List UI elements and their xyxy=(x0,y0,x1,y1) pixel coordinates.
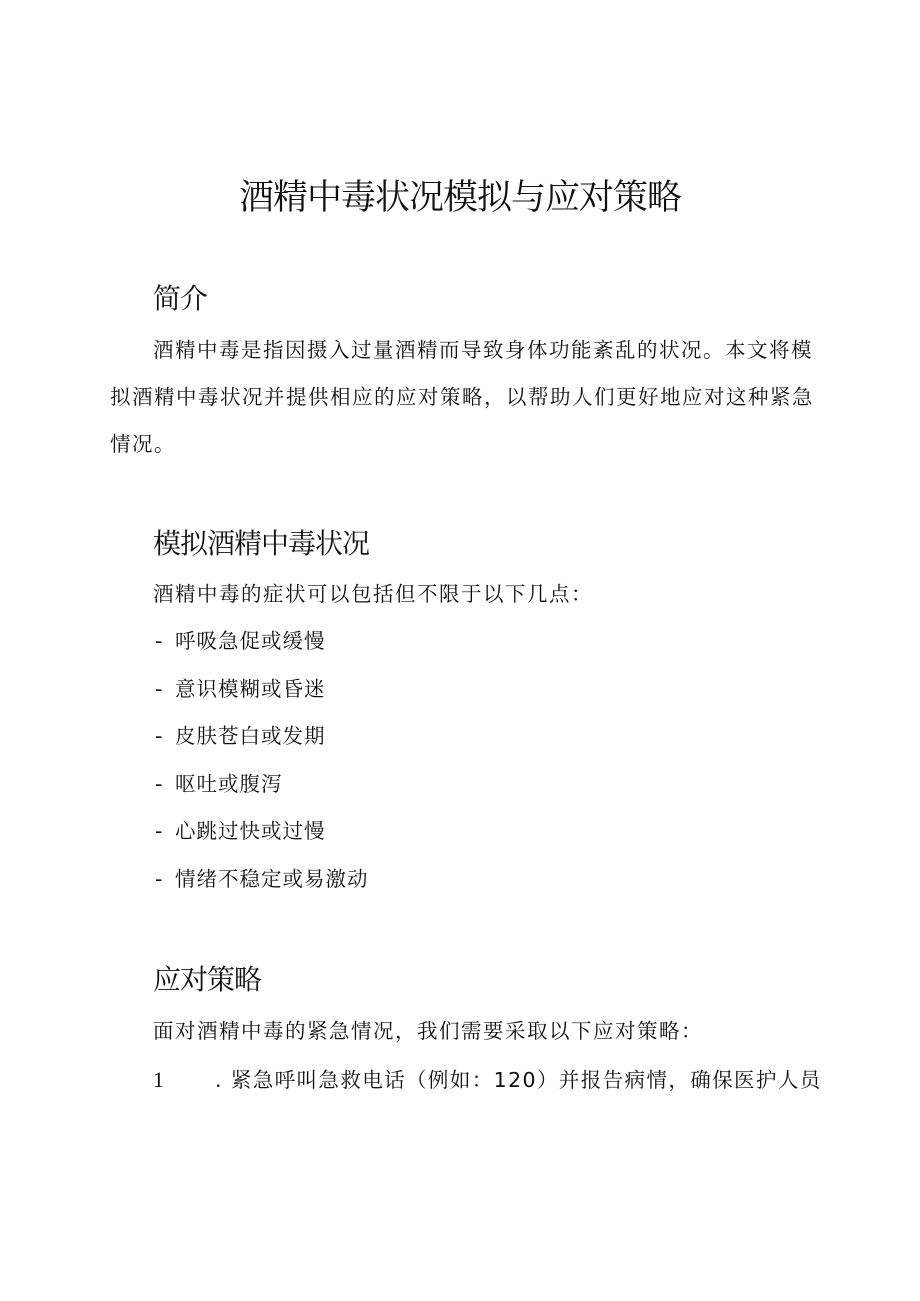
symptom-list-item xyxy=(155,724,326,748)
list-number: 1 xyxy=(153,1067,164,1092)
symptom-list-item xyxy=(155,867,369,891)
bullet-marker: - xyxy=(155,772,164,796)
symptom-text: 皮肤苍白或发期 xyxy=(175,724,326,748)
bullet-marker: - xyxy=(155,867,164,891)
bullet-marker: - xyxy=(155,629,164,653)
symptom-text: 呼吸急促或缓慢 xyxy=(175,629,326,653)
symptom-list-item xyxy=(155,819,326,843)
symptom-text: 情绪不稳定或易激动 xyxy=(175,867,369,891)
intro-paragraph-line-3: 情况。 xyxy=(110,432,176,456)
symptom-list-item xyxy=(155,677,326,701)
bullet-marker: - xyxy=(155,724,164,748)
section-heading-simulation: 模拟酒精中毒状况 xyxy=(153,527,370,560)
symptom-list-item xyxy=(155,629,326,653)
strategy-item-text: . 紧急呼叫急救电话（例如：120）并报告病情，确保医护人员 xyxy=(215,1068,822,1092)
document-title: 酒精中毒状况模拟与应对策略 xyxy=(238,178,681,218)
intro-paragraph-line-1: 酒精中毒是指因摄入过量酒精而导致身体功能紊乱的状况。本文将模 xyxy=(153,338,813,362)
bullet-marker: - xyxy=(155,677,164,701)
symptom-text: 意识模糊或昏迷 xyxy=(175,677,326,701)
intro-paragraph-line-2: 拟酒精中毒状况并提供相应的应对策略，以帮助人们更好地应对这种紧急 xyxy=(110,385,814,409)
section-heading-strategy: 应对策略 xyxy=(153,963,262,996)
simulation-lead-text: 酒精中毒的症状可以包括但不限于以下几点： xyxy=(153,582,593,606)
bullet-marker: - xyxy=(155,819,164,843)
section-heading-intro: 简介 xyxy=(153,282,208,315)
symptom-list-item xyxy=(155,772,283,796)
symptom-text: 呕吐或腹泻 xyxy=(175,772,283,796)
symptom-text: 心跳过快或过慢 xyxy=(175,819,326,843)
strategy-lead-text: 面对酒精中毒的紧急情况，我们需要采取以下应对策略： xyxy=(153,1019,703,1043)
